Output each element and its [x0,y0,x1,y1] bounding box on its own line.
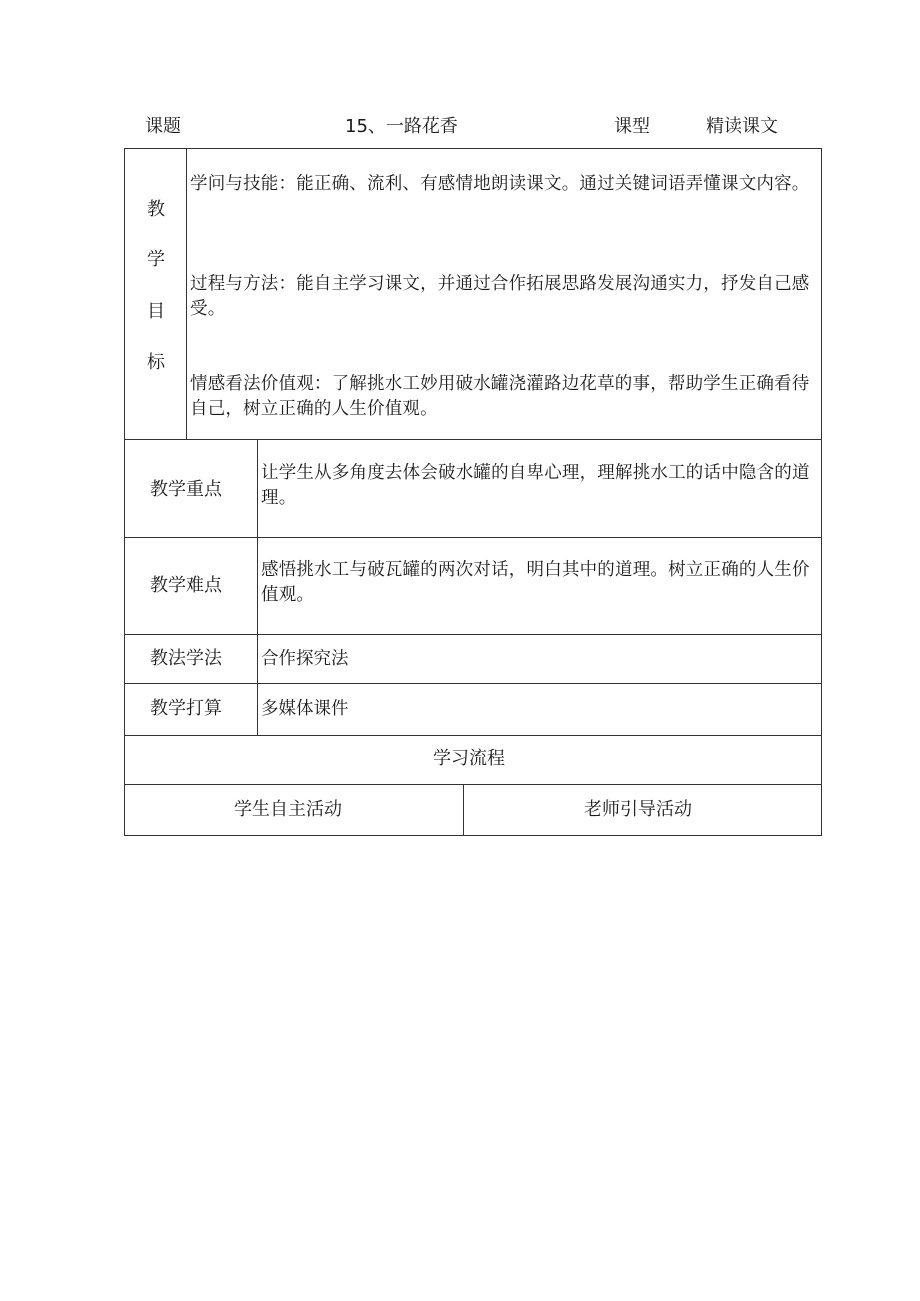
objective-values: 情感看法价值观：了解挑水工妙用破水罐浇灌路边花草的事，帮助学生正确看待自己，树立正确的人生价值观。 [190,374,810,419]
table-border-top [124,148,822,149]
col-divider [186,148,187,439]
table-border-left [124,148,125,836]
key-points-label: 教学重点 [150,479,222,500]
student-activity-header: 学生自主活动 [234,799,342,820]
topic-value: 15、一路花香 [345,116,458,137]
type-value: 精读课文 [706,116,778,137]
objectives-label-char: 标 [147,352,165,373]
teacher-activity-header: 老师引导活动 [584,799,692,820]
row-divider [124,683,822,684]
col-divider [257,439,258,735]
preparation-label: 教学打算 [150,698,222,719]
difficulties-value: 感悟挑水工与破瓦罐的两次对话，明白其中的道理。树立正确的人生价值观。 [261,560,810,605]
col-divider [463,784,464,835]
key-points-value: 让学生从多角度去体会破水罐的自卑心理，理解挑水工的话中隐含的道理。 [261,463,810,508]
preparation-value: 多媒体课件 [261,699,349,719]
row-divider [124,735,822,736]
methods-value: 合作探究法 [261,649,349,669]
row-divider [124,784,822,785]
process-title: 学习流程 [433,748,505,769]
table-border-right [821,148,822,836]
topic-label: 课题 [145,116,181,137]
objective-knowledge: 学问与技能：能正确、流利、有感情地朗读课文。通过关键词语弄懂课文内容。 [190,174,810,194]
row-divider [124,439,822,440]
objective-process: 过程与方法：能自主学习课文，并通过合作拓展思路发展沟通实力，抒发自己感受。 [190,274,810,319]
table-border-bottom [124,835,822,836]
methods-label: 教法学法 [150,648,222,669]
objectives-label-char: 目 [147,301,165,322]
difficulties-label: 教学难点 [150,575,222,596]
type-label: 课型 [614,116,650,137]
row-divider [124,634,822,635]
row-divider [124,537,822,538]
objectives-label-char: 教 [147,199,165,220]
objectives-label-char: 学 [147,249,165,270]
objectives-content [190,172,818,436]
